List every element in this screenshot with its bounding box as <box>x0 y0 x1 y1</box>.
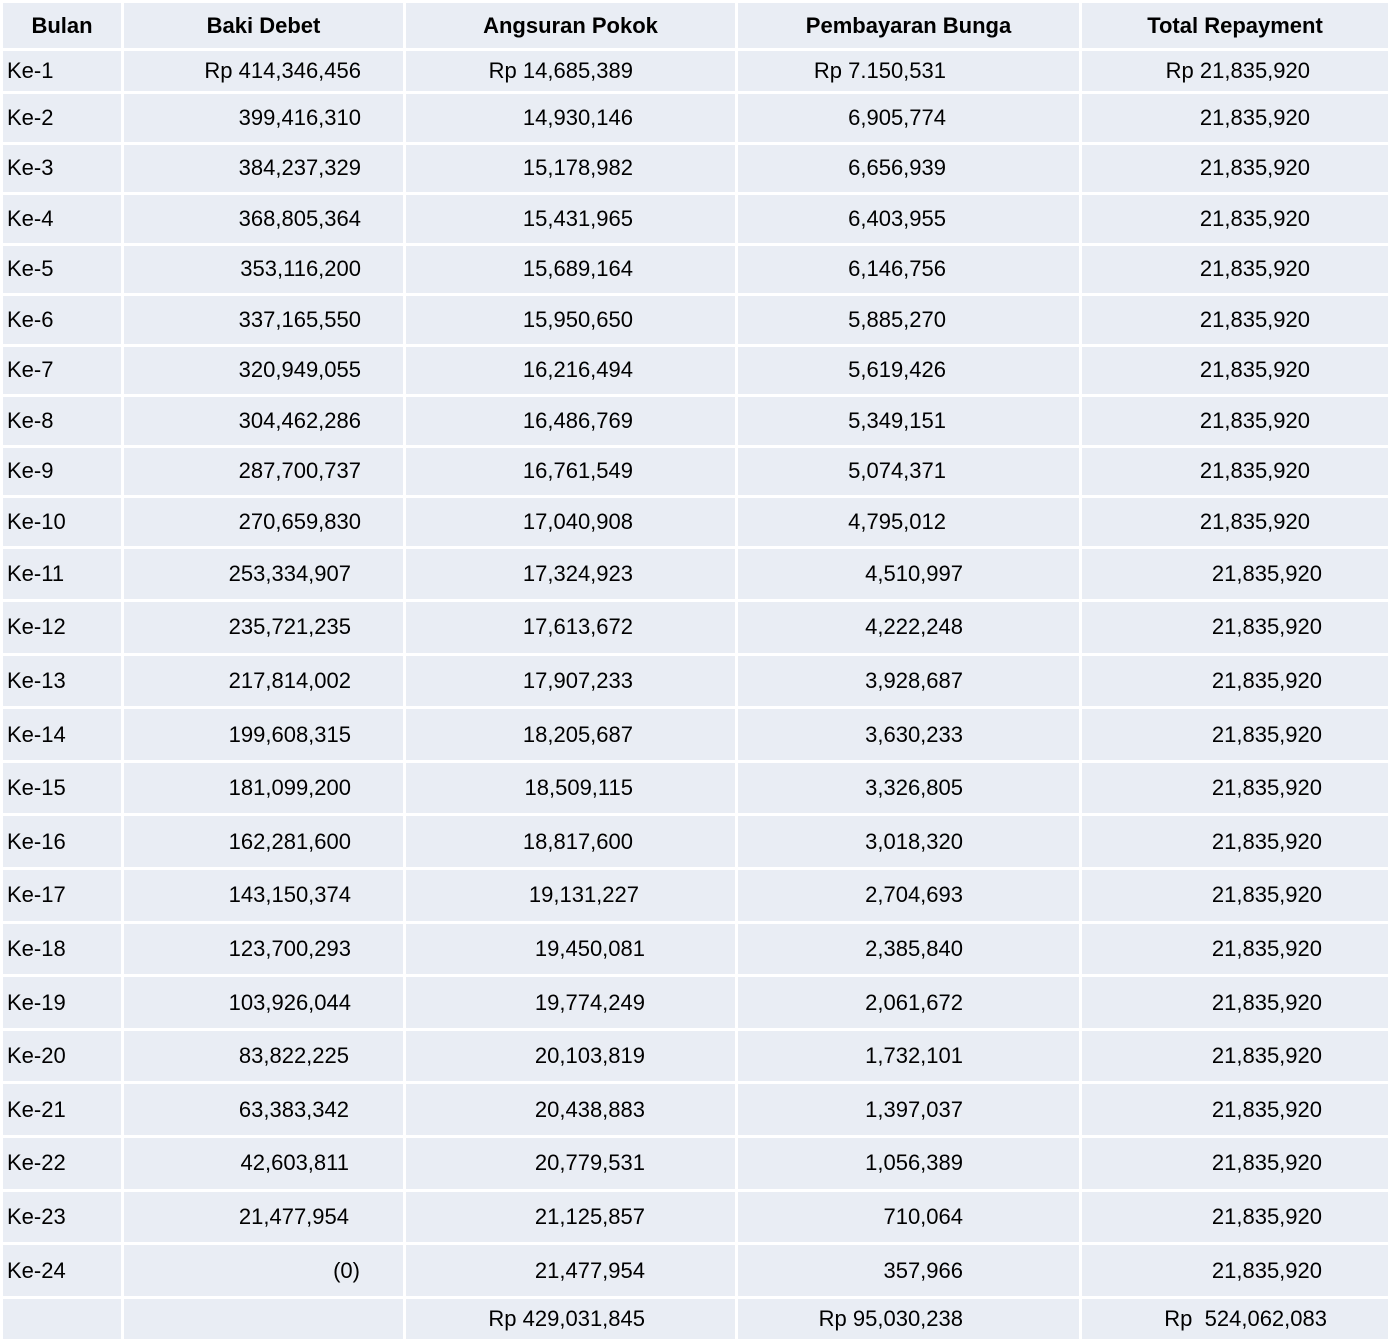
cell-pokok: Rp 429,031,845 <box>405 1297 737 1340</box>
cell-pokok: 17,613,672 <box>405 601 737 655</box>
cell-pokok: 15,689,164 <box>405 244 737 295</box>
cell-pokok: 21,125,857 <box>405 1190 737 1244</box>
cell-bulan: Ke-9 <box>2 446 123 497</box>
cell-bunga: 5,885,270 <box>737 295 1081 346</box>
cell-baki: 337,165,550 <box>123 295 405 346</box>
table-row <box>2 345 1388 396</box>
table-row <box>2 922 1388 976</box>
cell-bunga: 2,385,840 <box>737 922 1081 976</box>
table-row <box>2 761 1388 815</box>
cell-bunga: 3,928,687 <box>737 654 1081 708</box>
cell-bunga: 357,966 <box>737 1244 1081 1298</box>
header-pembayaran-bunga: Pembayaran Bunga <box>737 2 1081 50</box>
cell-total: 21,835,920 <box>1081 396 1388 447</box>
cell-total: 21,835,920 <box>1081 815 1388 869</box>
cell-total: 21,835,920 <box>1081 1137 1388 1191</box>
cell-bulan: Ke-3 <box>2 143 123 194</box>
cell-total: 21,835,920 <box>1081 976 1388 1030</box>
cell-bulan: Ke-18 <box>2 922 123 976</box>
table-row <box>2 601 1388 655</box>
cell-baki: 368,805,364 <box>123 194 405 245</box>
cell-bunga: 5,074,371 <box>737 446 1081 497</box>
cell-baki: 83,822,225 <box>123 1029 405 1083</box>
cell-baki: 42,603,811 <box>123 1137 405 1191</box>
cell-baki: 270,659,830 <box>123 497 405 548</box>
cell-total: Rp 21,835,920 <box>1081 50 1388 93</box>
cell-pokok: 19,450,081 <box>405 922 737 976</box>
table-row <box>2 869 1388 923</box>
table-row <box>2 295 1388 346</box>
header-total-repayment: Total Repayment <box>1081 2 1388 50</box>
cell-pokok: Rp 14,685,389 <box>405 50 737 93</box>
cell-bulan: Ke-15 <box>2 761 123 815</box>
cell-total: 21,835,920 <box>1081 1190 1388 1244</box>
cell-baki: 353,116,200 <box>123 244 405 295</box>
cell-bunga: 6,905,774 <box>737 93 1081 144</box>
cell-bulan: Ke-20 <box>2 1029 123 1083</box>
table-row <box>2 497 1388 548</box>
cell-total: 21,835,920 <box>1081 869 1388 923</box>
cell-pokok: 19,131,227 <box>405 869 737 923</box>
cell-total: 21,835,920 <box>1081 761 1388 815</box>
cell-bulan: Ke-10 <box>2 497 123 548</box>
table-row <box>2 1244 1388 1298</box>
cell-total: 21,835,920 <box>1081 708 1388 762</box>
cell-total: 21,835,920 <box>1081 1244 1388 1298</box>
table-row <box>2 1137 1388 1191</box>
table-row <box>2 50 1388 93</box>
table-row <box>2 396 1388 447</box>
cell-bunga: 6,656,939 <box>737 143 1081 194</box>
cell-bunga: 6,146,756 <box>737 244 1081 295</box>
cell-baki: 384,237,329 <box>123 143 405 194</box>
cell-pokok: 16,486,769 <box>405 396 737 447</box>
cell-bulan: Ke-14 <box>2 708 123 762</box>
table-body <box>2 50 1388 1341</box>
cell-baki: Rp 414,346,456 <box>123 50 405 93</box>
table-row <box>2 93 1388 144</box>
table-row <box>2 446 1388 497</box>
cell-total: 21,835,920 <box>1081 345 1388 396</box>
cell-total: Rp 524,062,083 <box>1081 1297 1388 1340</box>
cell-baki: 399,416,310 <box>123 93 405 144</box>
cell-bulan: Ke-23 <box>2 1190 123 1244</box>
cell-pokok: 18,509,115 <box>405 761 737 815</box>
cell-total: 21,835,920 <box>1081 1029 1388 1083</box>
table-row <box>2 976 1388 1030</box>
table-row <box>2 244 1388 295</box>
cell-total: 21,835,920 <box>1081 1083 1388 1137</box>
cell-baki: 320,949,055 <box>123 345 405 396</box>
cell-bulan: Ke-22 <box>2 1137 123 1191</box>
cell-bulan: Ke-2 <box>2 93 123 144</box>
cell-baki: 253,334,907 <box>123 547 405 601</box>
cell-bulan <box>2 1297 123 1340</box>
cell-baki: 143,150,374 <box>123 869 405 923</box>
cell-bunga: 3,018,320 <box>737 815 1081 869</box>
cell-baki: 235,721,235 <box>123 601 405 655</box>
cell-bunga: 1,397,037 <box>737 1083 1081 1137</box>
cell-pokok: 16,761,549 <box>405 446 737 497</box>
cell-pokok: 20,438,883 <box>405 1083 737 1137</box>
cell-pokok: 16,216,494 <box>405 345 737 396</box>
cell-pokok: 20,779,531 <box>405 1137 737 1191</box>
cell-total: 21,835,920 <box>1081 194 1388 245</box>
header-angsuran-pokok: Angsuran Pokok <box>405 2 737 50</box>
cell-bulan: Ke-21 <box>2 1083 123 1137</box>
cell-bunga: 4,510,997 <box>737 547 1081 601</box>
cell-pokok: 18,205,687 <box>405 708 737 762</box>
header-bulan: Bulan <box>2 2 123 50</box>
cell-total: 21,835,920 <box>1081 601 1388 655</box>
cell-bunga: 4,222,248 <box>737 601 1081 655</box>
totals-row <box>2 1297 1388 1340</box>
cell-bulan: Ke-6 <box>2 295 123 346</box>
cell-bulan: Ke-7 <box>2 345 123 396</box>
cell-bunga: 6,403,955 <box>737 194 1081 245</box>
cell-pokok: 18,817,600 <box>405 815 737 869</box>
header-row <box>2 2 1388 50</box>
cell-baki: 287,700,737 <box>123 446 405 497</box>
table-row <box>2 1190 1388 1244</box>
cell-pokok: 19,774,249 <box>405 976 737 1030</box>
cell-bulan: Ke-1 <box>2 50 123 93</box>
cell-total: 21,835,920 <box>1081 446 1388 497</box>
cell-pokok: 17,324,923 <box>405 547 737 601</box>
header-baki-debet: Baki Debet <box>123 2 405 50</box>
table-row <box>2 194 1388 245</box>
cell-total: 21,835,920 <box>1081 93 1388 144</box>
cell-bunga: Rp 95,030,238 <box>737 1297 1081 1340</box>
cell-bulan: Ke-24 <box>2 1244 123 1298</box>
cell-baki: 21,477,954 <box>123 1190 405 1244</box>
cell-bulan: Ke-5 <box>2 244 123 295</box>
cell-bunga: 710,064 <box>737 1190 1081 1244</box>
cell-bunga: 2,061,672 <box>737 976 1081 1030</box>
table-row <box>2 1083 1388 1137</box>
cell-total: 21,835,920 <box>1081 295 1388 346</box>
cell-baki: 63,383,342 <box>123 1083 405 1137</box>
cell-baki: 199,608,315 <box>123 708 405 762</box>
cell-total: 21,835,920 <box>1081 244 1388 295</box>
cell-bulan: Ke-16 <box>2 815 123 869</box>
table-row <box>2 708 1388 762</box>
table-row <box>2 547 1388 601</box>
cell-pokok: 21,477,954 <box>405 1244 737 1298</box>
table-row <box>2 815 1388 869</box>
cell-bulan: Ke-11 <box>2 547 123 601</box>
cell-baki: 304,462,286 <box>123 396 405 447</box>
cell-bunga: 5,619,426 <box>737 345 1081 396</box>
cell-bulan: Ke-17 <box>2 869 123 923</box>
cell-baki: 217,814,002 <box>123 654 405 708</box>
cell-bunga: 3,630,233 <box>737 708 1081 762</box>
cell-baki <box>123 1297 405 1340</box>
table-row <box>2 654 1388 708</box>
cell-total: 21,835,920 <box>1081 547 1388 601</box>
cell-pokok: 15,178,982 <box>405 143 737 194</box>
cell-bulan: Ke-8 <box>2 396 123 447</box>
cell-pokok: 17,907,233 <box>405 654 737 708</box>
table-row <box>2 143 1388 194</box>
cell-baki: (0) <box>123 1244 405 1298</box>
cell-pokok: 15,950,650 <box>405 295 737 346</box>
cell-baki: 162,281,600 <box>123 815 405 869</box>
cell-baki: 103,926,044 <box>123 976 405 1030</box>
cell-bunga: 2,704,693 <box>737 869 1081 923</box>
cell-baki: 181,099,200 <box>123 761 405 815</box>
cell-bulan: Ke-4 <box>2 194 123 245</box>
cell-bulan: Ke-13 <box>2 654 123 708</box>
cell-pokok: 14,930,146 <box>405 93 737 144</box>
cell-baki: 123,700,293 <box>123 922 405 976</box>
cell-total: 21,835,920 <box>1081 654 1388 708</box>
cell-bulan: Ke-12 <box>2 601 123 655</box>
cell-bunga: 1,732,101 <box>737 1029 1081 1083</box>
cell-bunga: 4,795,012 <box>737 497 1081 548</box>
cell-bunga: Rp 7.150,531 <box>737 50 1081 93</box>
cell-bunga: 3,326,805 <box>737 761 1081 815</box>
cell-total: 21,835,920 <box>1081 143 1388 194</box>
cell-total: 21,835,920 <box>1081 497 1388 548</box>
cell-pokok: 17,040,908 <box>405 497 737 548</box>
cell-bulan: Ke-19 <box>2 976 123 1030</box>
cell-bunga: 1,056,389 <box>737 1137 1081 1191</box>
cell-bunga: 5,349,151 <box>737 396 1081 447</box>
cell-total: 21,835,920 <box>1081 922 1388 976</box>
cell-pokok: 15,431,965 <box>405 194 737 245</box>
cell-pokok: 20,103,819 <box>405 1029 737 1083</box>
table-row <box>2 1029 1388 1083</box>
